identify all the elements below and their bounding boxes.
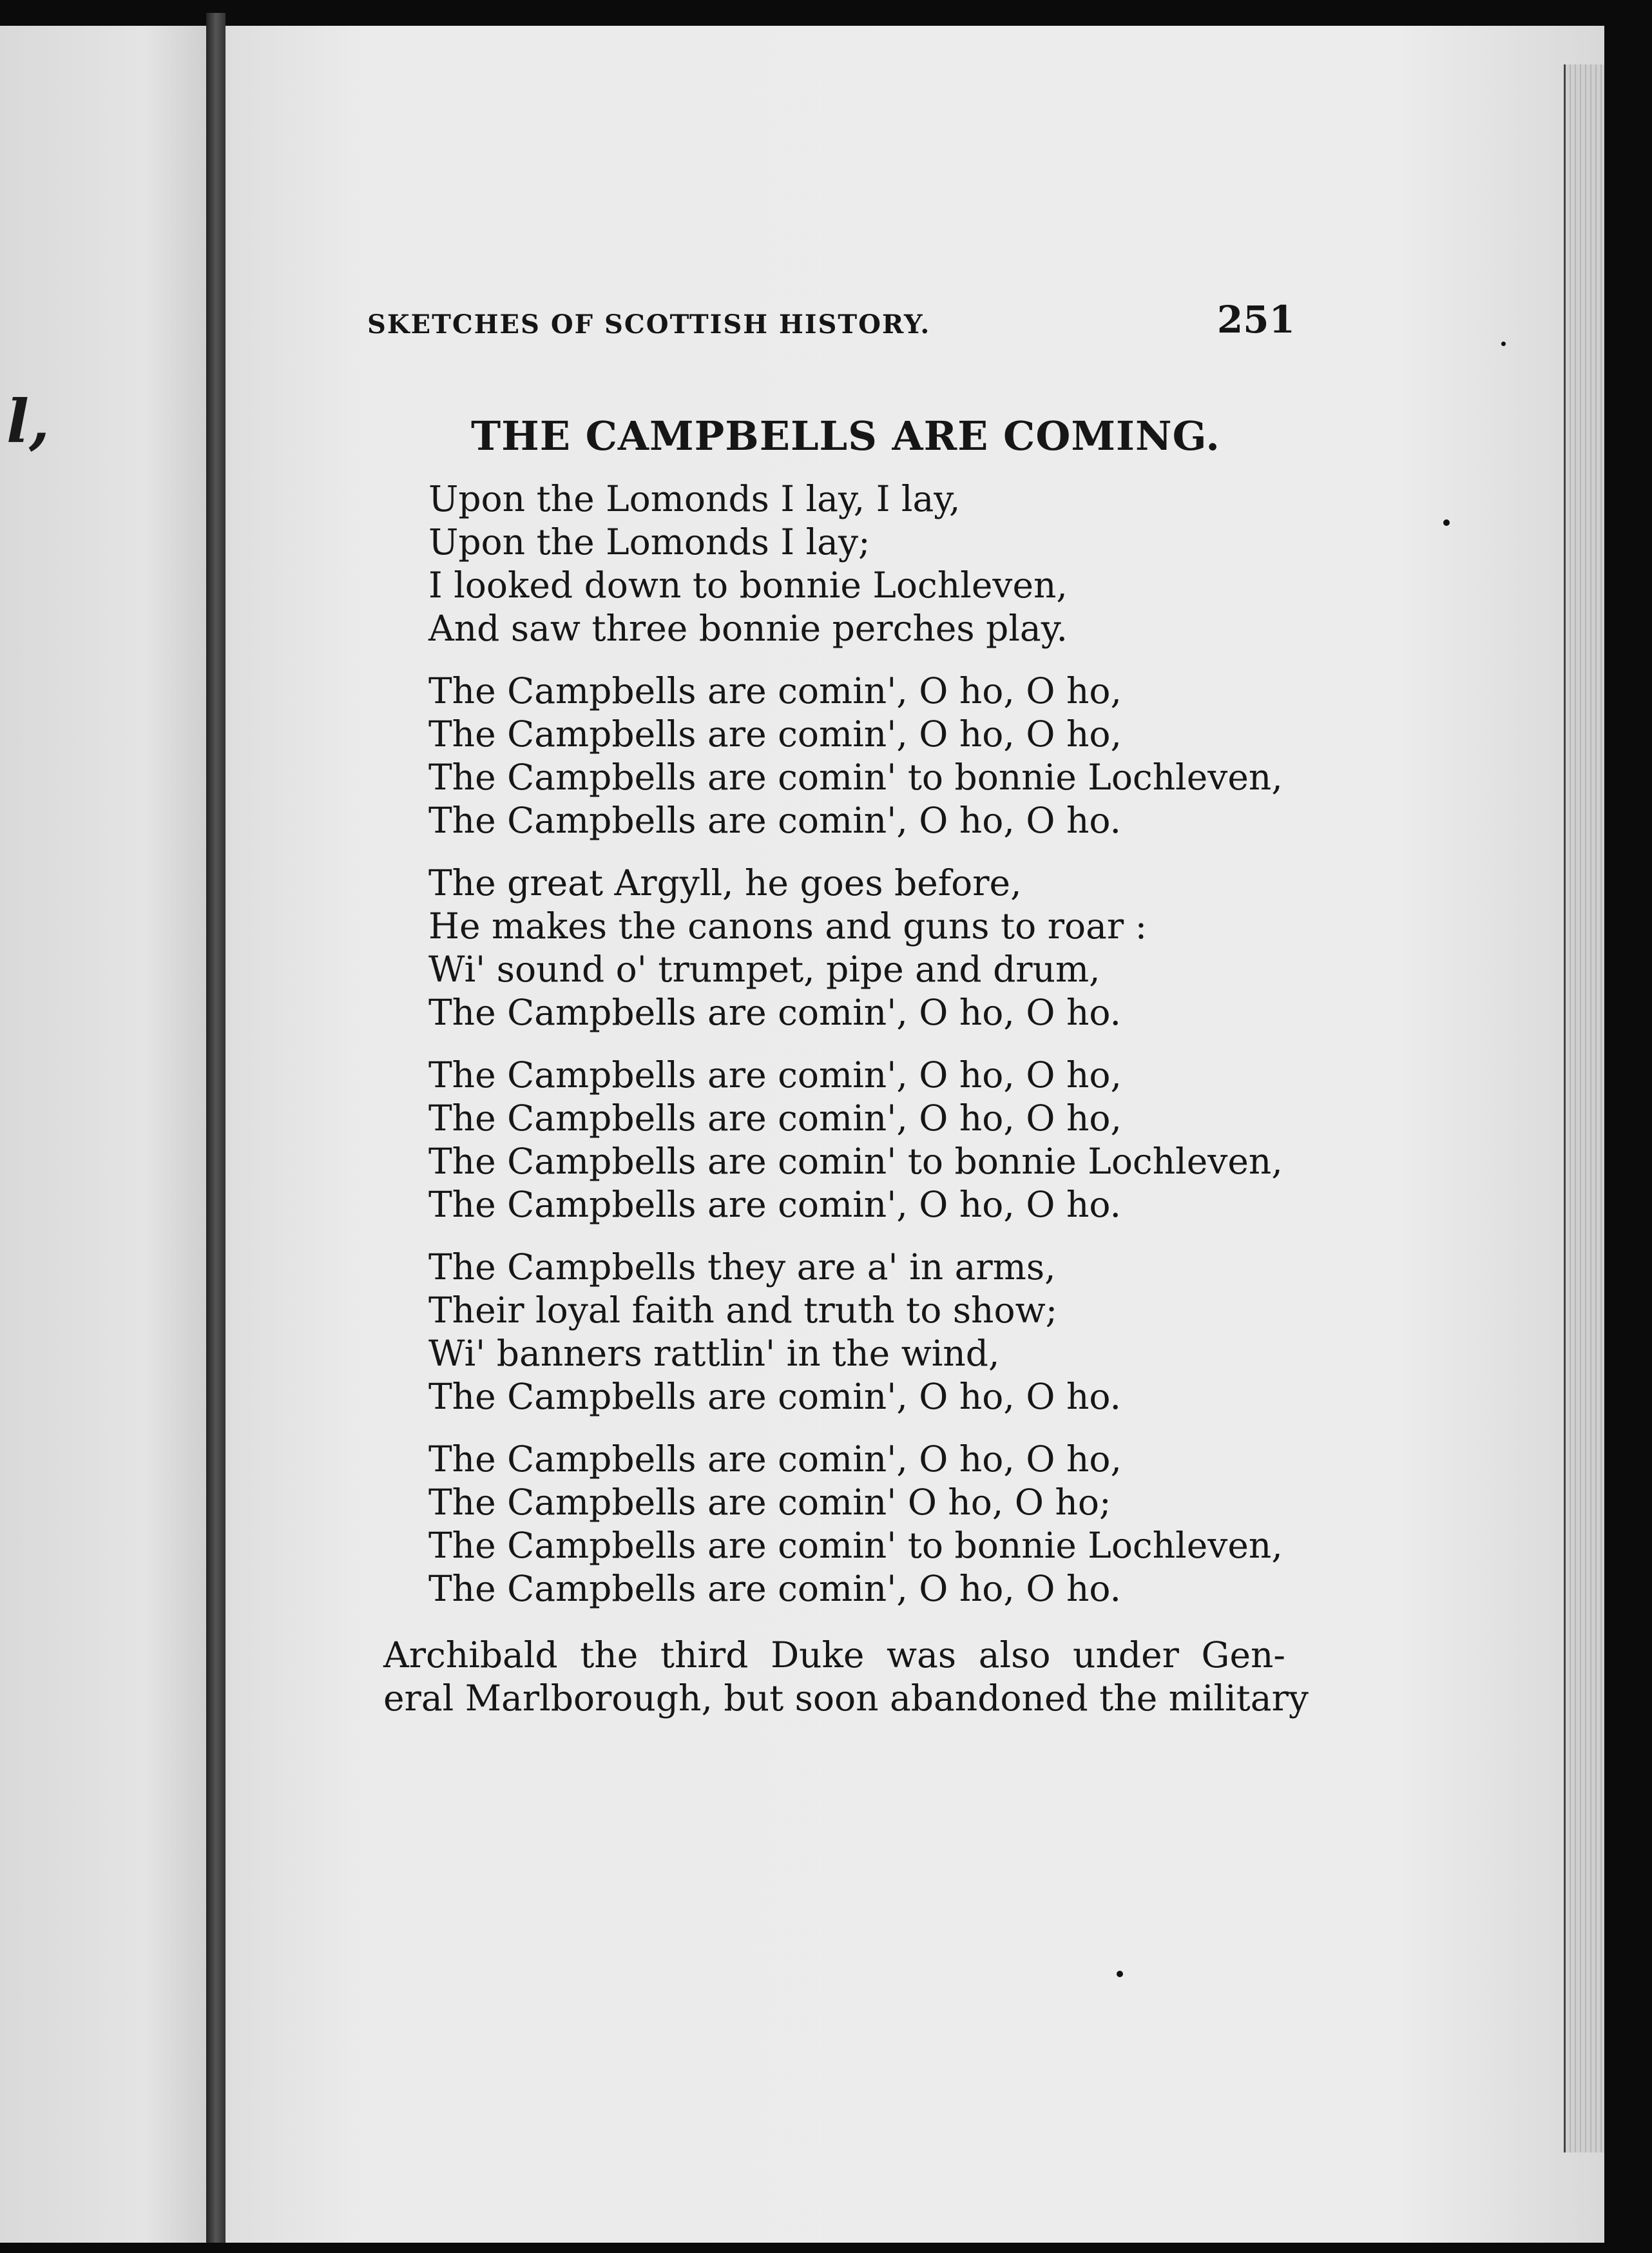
poem-title: THE CAMPBELLS ARE COMING.: [471, 412, 1220, 459]
page-number: 251: [1216, 298, 1295, 342]
prose-paragraph: [383, 1634, 1309, 1720]
ink-speck: [1443, 519, 1450, 526]
poem-line: The Campbells are comin', O ho, O ho,: [428, 670, 1122, 711]
poem-stanza: [428, 1054, 1295, 1226]
poem-line: Upon the Lomonds I lay, I lay,: [428, 478, 961, 519]
poem-stanza: [428, 1438, 1295, 1610]
poem-line: Upon the Lomonds I lay;: [428, 521, 870, 563]
poem-line: He makes the canons and guns to roar :: [428, 905, 1148, 947]
poem-line: The Campbells are comin', O ho, O ho,: [428, 1054, 1122, 1096]
page-content: [383, 412, 1309, 1720]
poem-line: The Campbells are comin' O ho, O ho;: [428, 1482, 1111, 1523]
page-header: [367, 290, 1295, 348]
poem-line: The Campbells are comin' to bonnie Lochleven,: [428, 757, 1283, 798]
poem-line: I looked down to bonnie Lochleven,: [428, 565, 1068, 606]
poem-line: The Campbells are comin', O ho, O ho.: [428, 1376, 1121, 1417]
poem-line: The Campbells are comin', O ho, O ho.: [428, 1184, 1121, 1225]
poem-stanza: [428, 862, 1295, 1034]
poem-line: Wi' sound o' trumpet, pipe and drum,: [428, 949, 1100, 990]
poem-stanzas: [383, 478, 1295, 1610]
poem-line: The Campbells are comin' to bonnie Lochleven,: [428, 1141, 1283, 1182]
poem-stanza: [428, 670, 1295, 842]
poem-line: The Campbells are comin', O ho, O ho.: [428, 800, 1121, 841]
poem-line: The Campbells they are a' in arms,: [428, 1246, 1056, 1288]
left-page-fragment: l,: [6, 387, 50, 456]
poem-line: And saw three bonnie perches play.: [428, 608, 1068, 649]
poem-line: The Campbells are comin', O ho, O ho,: [428, 713, 1122, 755]
poem-stanza: [428, 478, 1295, 650]
poem-line: The Campbells are comin', O ho, O ho,: [428, 1438, 1122, 1480]
poem-line: The Campbells are comin', O ho, O ho.: [428, 992, 1121, 1033]
prose-line: Archibald the third Duke was also under Gen-: [383, 1634, 1285, 1676]
poem-line: The great Argyll, he goes before,: [428, 862, 1022, 904]
ink-speck: [1501, 342, 1506, 346]
poem-line: Their loyal faith and truth to show;: [428, 1290, 1058, 1331]
left-page-edge: [0, 26, 206, 2243]
page-edge-stack: [1564, 64, 1604, 2152]
book-gutter: [206, 13, 226, 2243]
poem-line: The Campbells are comin', O ho, O ho,: [428, 1097, 1122, 1139]
poem-line: The Campbells are comin', O ho, O ho.: [428, 1568, 1121, 1609]
prose-line: eral Marlborough, but soon abandoned the military: [383, 1678, 1309, 1719]
poem-stanza: [428, 1246, 1295, 1418]
running-head: SKETCHES OF SCOTTISH HISTORY.: [367, 309, 931, 340]
poem-line: The Campbells are comin' to bonnie Lochleven,: [428, 1525, 1283, 1566]
poem-line: Wi' banners rattlin' in the wind,: [428, 1333, 1000, 1374]
ink-speck: [1117, 1971, 1123, 1977]
